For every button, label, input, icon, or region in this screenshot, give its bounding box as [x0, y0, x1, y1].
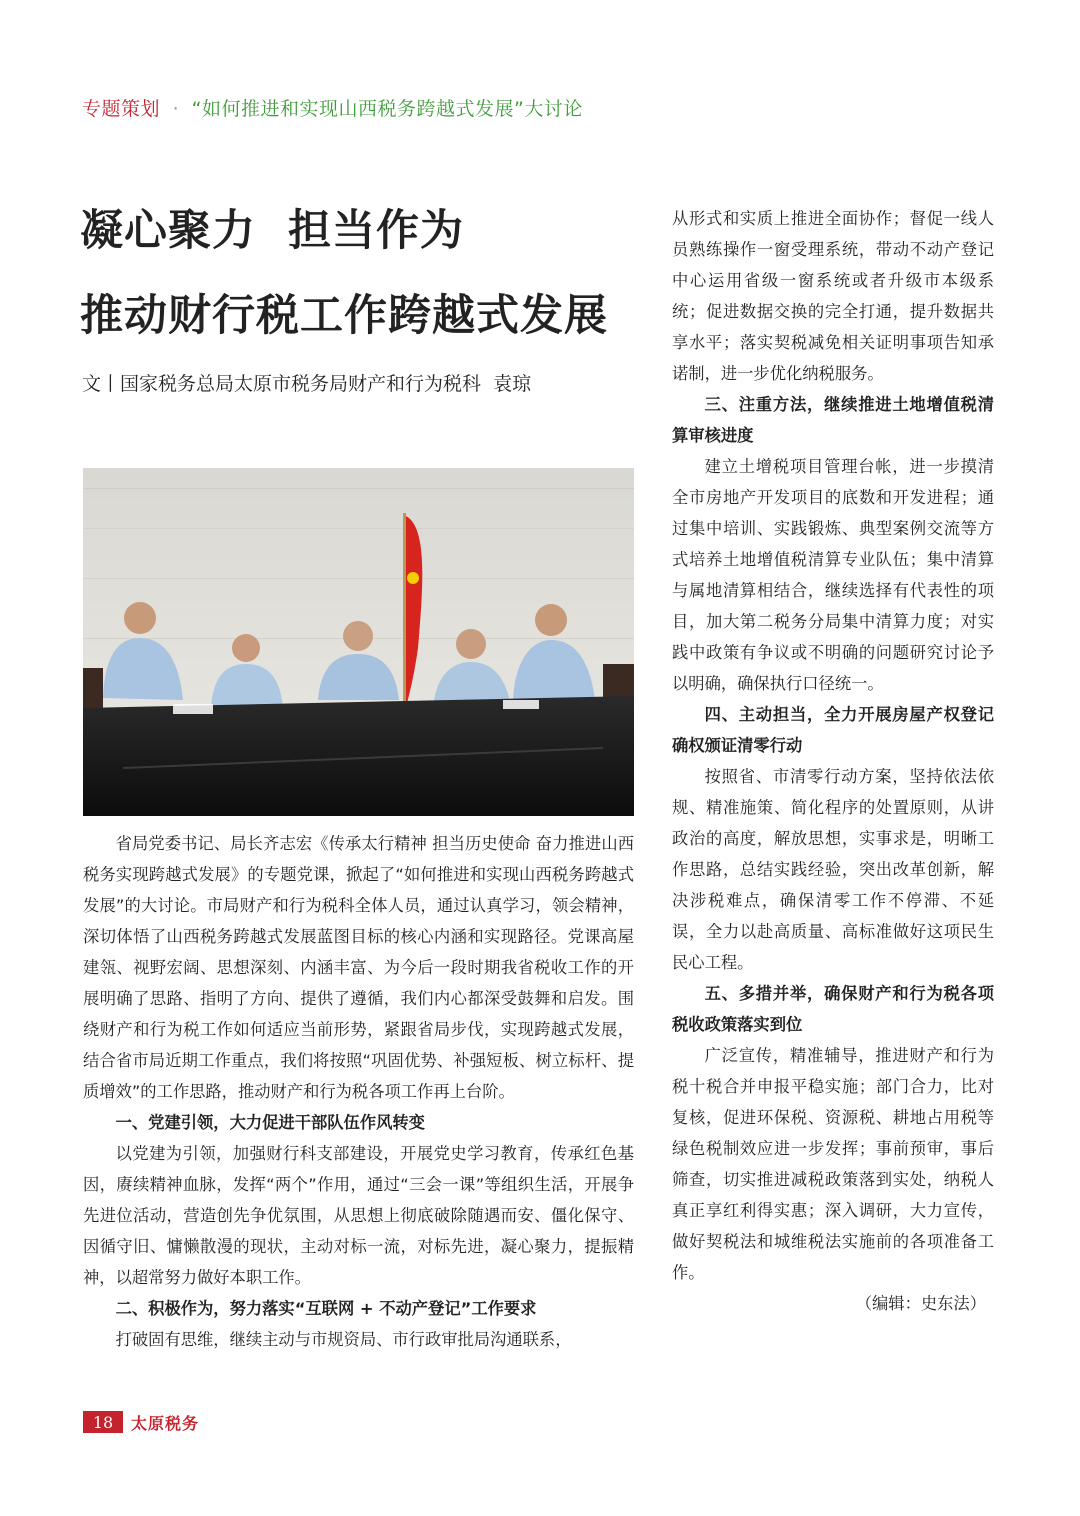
section-heading-4: 四、主动担当，全力开展房屋产权登记确权颁证清零行动: [672, 705, 994, 755]
editor-credit: （编辑：史东法）: [855, 1294, 986, 1313]
section-paragraph-5: 广泛宣传，精准辅导，推进财产和行为税十税合并申报平稳实施；部门合力，比对复核，促进环保税、资源税、耕地占用税等绿色税制效应进一步发挥；事前预审，事后筛查，切实推进减税政策落到实处，纳税人真正享红利得实惠；深入调研，大力宣传，做好契税法和城维税法实施前的各项准备工作。: [672, 1046, 994, 1282]
section-heading-5: 五、多措并举，确保财产和行为税各项税收政策落实到位: [672, 984, 994, 1034]
section-paragraph-3: 建立土增税项目管理台帐，进一步摸清全市房地产开发项目的底数和开发进程；通过集中培训、实践锻炼、典型案例交流等方式培养土地增值税清算专业队伍；集中清算与属地清算相结合，继续选择有代表性的项目，加大第二税务分局集中清算力度；对实践中政策有争议或不明确的问题研究讨论予以明确，确保执行口径统一。: [672, 457, 994, 693]
section-heading-1: 一、党建引领，大力促进干部队伍作风转变: [115, 1113, 425, 1132]
section-topic: “如何推进和实现山西税务跨越式发展”大讨论: [191, 98, 583, 120]
section-paragraph-1: 以党建为引领，加强财行科支部建设，开展党史学习教育，传承红色基因，赓续精神血脉，发挥“两个”作用，通过“三会一课”等组织生活，开展争先进位活动，营造创先争优氛围，从思想上彻底破除随遇而安、僵化保守、因循守旧、慵懒散漫的现状，主动对标一流，对标先进，凝心聚力，提振精神，以超常努力做好本职工作。: [83, 1144, 634, 1287]
intro-paragraph: 省局党委书记、局长齐志宏《传承太行精神 担当历史使命 奋力推进山西税务实现跨越式发展》的专题党课，掀起了“如何推进和实现山西税务跨越式发展”的大讨论。市局财产和行为税科全体人员，通过认真学习，领会精神，深切体悟了山西税务跨越式发展蓝图目标的核心内涵和实现路径。党课高屋建瓴、视野宏阔、思想深刻、内涵丰富、为今后一段时期我省税收工作的开展明确了思路、指明了方向、提供了遵循，我们内心都深受鼓舞和启发。围绕财产和行为税工作如何适应当前形势，紧跟省局步伐，实现跨越式发展，结合省市局近期工作重点，我们将按照“巩固优势、补强短板、树立标杆、提质增效”的工作思路，推动财产和行为税各项工作再上台阶。: [83, 834, 634, 1101]
group-photo-icon: [83, 468, 634, 816]
page-number: 18: [83, 1411, 123, 1433]
article-title-line1: 凝心聚力 担当作为: [80, 206, 464, 256]
section-paragraph-2-continued: 从形式和实质上推进全面协作；督促一线人员熟练操作一窗受理系统，带动不动产登记中心运用省级一窗系统或者升级市本级系统；促进数据交换的完全打通，提升数据共享水平；落实契税减免相关证明事项告知承诺制，进一步优化纳税服务。: [672, 209, 994, 383]
group-photo: [83, 468, 634, 816]
author-byline: 文丨国家税务总局太原市税务局财产和行为税科 袁琼: [82, 373, 532, 395]
section-paragraph-2: 打破固有思维，继续主动与市规资局、市行政审批局沟通联系，: [115, 1330, 572, 1349]
section-paragraph-4: 按照省、市清零行动方案，坚持依法依规、精准施策、简化程序的处置原则，从讲政治的高度，解放思想，实事求是，明晰工作思路，总结实践经验，突出改革创新，解决涉税难点，确保清零工作不停滞、不延误，全力以赴高质量、高标准做好这项民生民心工程。: [672, 767, 994, 972]
right-column: [672, 203, 994, 1319]
left-column: [83, 828, 634, 1355]
section-heading-2: 二、积极作为，努力落实“互联网 + 不动产登记”工作要求: [115, 1299, 537, 1318]
section-heading-3: 三、注重方法，继续推进土地增值税清算审核进度: [672, 395, 994, 445]
section-header: [82, 94, 583, 121]
header-separator: ·: [172, 98, 180, 120]
article-title-line2: 推动财行税工作跨越式发展: [80, 291, 608, 341]
magazine-name: 太原税务: [131, 1413, 200, 1433]
page-footer: [83, 1410, 199, 1434]
section-category: 专题策划: [82, 98, 161, 120]
